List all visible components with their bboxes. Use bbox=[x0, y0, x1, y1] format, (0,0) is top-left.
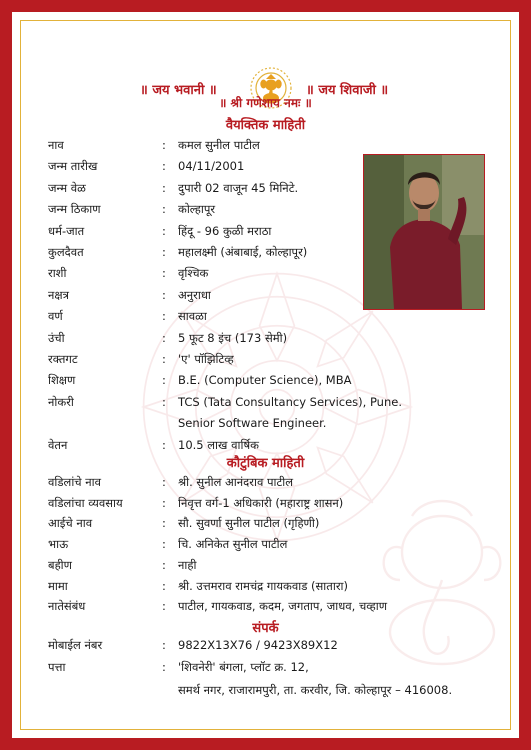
personal-info-value: दुपारी 02 वाजून 45 मिनिटे. bbox=[178, 180, 299, 195]
family-info-label: आईचे नाव bbox=[48, 516, 93, 531]
jai-bhavani-text: ॥ जय भवानी ॥ bbox=[140, 83, 217, 98]
jai-shivaji-text: ॥ जय शिवाजी ॥ bbox=[306, 83, 389, 98]
personal-info-value: महालक्ष्मी (अंबाबाई, कोल्हापूर) bbox=[178, 245, 308, 259]
family-info-label: भाऊ bbox=[48, 537, 69, 552]
personal-info-label: रक्तगट bbox=[48, 352, 78, 366]
family-info-label: बहीण bbox=[48, 557, 72, 572]
personal-info-label: नक्षत्र bbox=[48, 287, 69, 302]
address-line-2: समर्थ नगर, राजारामपुरी, ता. करवीर, जि. कोल्हापूर – 416008. bbox=[178, 683, 453, 697]
personal-info-value: 04/11/2001 bbox=[178, 159, 245, 174]
contact-heading: संपर्क bbox=[252, 621, 279, 636]
personal-info-value: 5 फूट 8 इंच (173 सेमी) bbox=[178, 330, 288, 345]
address-line-1: 'शिवनेरी' बंगला, प्लॉट क्र. 12, bbox=[178, 660, 309, 674]
personal-info-label: जन्म वेळ bbox=[48, 180, 86, 195]
personal-info-value: हिंदू - 96 कुळी मराठा bbox=[178, 223, 272, 238]
personal-info-label: जन्म तारीख bbox=[48, 159, 98, 174]
family-info-value: सौ. सुवर्णा सुनील पाटील (गृहिणी) bbox=[178, 516, 320, 531]
family-info-value: नाही bbox=[178, 557, 197, 572]
personal-info-value: वृश्चिक bbox=[178, 266, 209, 281]
personal-info-value: कोल्हापूर bbox=[178, 202, 216, 217]
personal-info-value: Senior Software Engineer. bbox=[178, 416, 327, 431]
family-info-label: वडिलांचे नाव bbox=[48, 475, 102, 489]
mobile-value: 9822X13X76 / 9423X89X12 bbox=[178, 638, 338, 652]
family-info-heading: कौटुंबिक माहिती bbox=[226, 456, 305, 471]
personal-info-label: राशी bbox=[48, 266, 67, 281]
personal-info-value: कमल सुनील पाटील bbox=[178, 138, 260, 152]
personal-info-label: वेतन bbox=[48, 437, 68, 452]
family-info-label: नातेसंबंध bbox=[48, 599, 86, 614]
personal-info-value: 'ए' पॉझिटिव्ह bbox=[178, 352, 234, 366]
personal-info-label: कुलदैवत bbox=[48, 245, 84, 259]
personal-info-value: 10.5 लाख वार्षिक bbox=[178, 437, 259, 452]
personal-info-value: B.E. (Computer Science), MBA bbox=[178, 373, 352, 388]
ganesha-watermark bbox=[372, 492, 512, 672]
personal-info-label: नाव bbox=[48, 138, 64, 152]
personal-info-value: अनुराधा bbox=[178, 287, 211, 302]
personal-info-heading: वैयक्तिक माहिती bbox=[225, 118, 306, 133]
personal-info-label: नोकरी bbox=[48, 394, 74, 409]
family-info-value: श्री. उत्तमराव रामचंद्र गायकवाड (सातारा) bbox=[178, 578, 348, 593]
biodata-card: ॥ जय भवानी ॥ ॥ जय शिवाजी ॥ ॥ श्री गणेशाय नमः ॥ वैयक्तिक माहिती नाव : कमल सुनील पाटील जन्म तारीख : 04/11/2001 जन्म वेळ : दुपारी 02 वाजून 45 मिनिटे. जन्म ठिकाण : कोल्हापूर धर्म-जात : हिंदू - 96 कुळी मराठा कुलदैवत : महालक्ष्मी (अंबाबाई, कोल्हापूर) राशी : वृश्चिक नक्षत्र : अनुराधा वर्ण : सावळा उंची : 5 फूट 8 इंच (173 सेमी) रक्तगट : 'ए' पॉझिटिव्ह शिक्षण : B.E. (Computer Science), MBA नोकरी : TCS (Tata Consultancy Services), Pune. Senior Software Engineer. वेतन : 10.5 लाख वार्षिक कौटुंबिक माहिती वडिलांचे नाव : श्री. सुनील आनंदराव पाटील वडिलांचा व्यवसाय : निवृत्त वर्ग-1 अधिकारी (महाराष्ट्र शासन) आईचे नाव : सौ. सुवर्णा सुनील पाटील (गृहिणी) भाऊ : चि. अनिकेत सुनील पाटील बहीण : नाही मामा : श्री. उत्तमराव रामचंद्र गायकवाड (सातारा) नातेसंबंध : पाटील, गायकवाड, कदम, जगताप, जाधव, चव्हाण संपर्क मोबाईल नंबर : 9822X13X76 / 9423X89X12 पत्ता : 'शिवनेरी' बंगला, प्लॉट क्र. 12, समर्थ नगर, राजारामपुरी, ता. करवीर, जि. कोल्हापूर – 416008. bbox=[12, 12, 519, 738]
shri-ganeshaya-namah: ॥ श्री गणेशाय नमः ॥ bbox=[219, 96, 312, 110]
personal-info-label: वर्ण bbox=[48, 309, 63, 324]
family-info-value: चि. अनिकेत सुनील पाटील bbox=[178, 537, 288, 552]
family-info-label: मामा bbox=[48, 578, 68, 593]
family-info-value: निवृत्त वर्ग-1 अधिकारी (महाराष्ट्र शासन) bbox=[178, 495, 344, 510]
personal-info-label: शिक्षण bbox=[48, 373, 76, 388]
family-info-value: श्री. सुनील आनंदराव पाटील bbox=[178, 475, 294, 489]
mobile-label: मोबाईल नंबर bbox=[48, 638, 103, 652]
address-label: पत्ता bbox=[48, 660, 66, 674]
personal-info-label: धर्म-जात bbox=[48, 223, 85, 238]
family-info-label: वडिलांचा व्यवसाय bbox=[48, 495, 123, 510]
personal-info-value: सावळा bbox=[178, 309, 207, 324]
profile-photo bbox=[363, 154, 485, 310]
personal-info-value: TCS (Tata Consultancy Services), Pune. bbox=[178, 394, 402, 409]
personal-info-label: जन्म ठिकाण bbox=[48, 202, 101, 217]
family-info-value: पाटील, गायकवाड, कदम, जगताप, जाधव, चव्हाण bbox=[178, 599, 388, 614]
personal-info-label: उंची bbox=[48, 330, 65, 345]
